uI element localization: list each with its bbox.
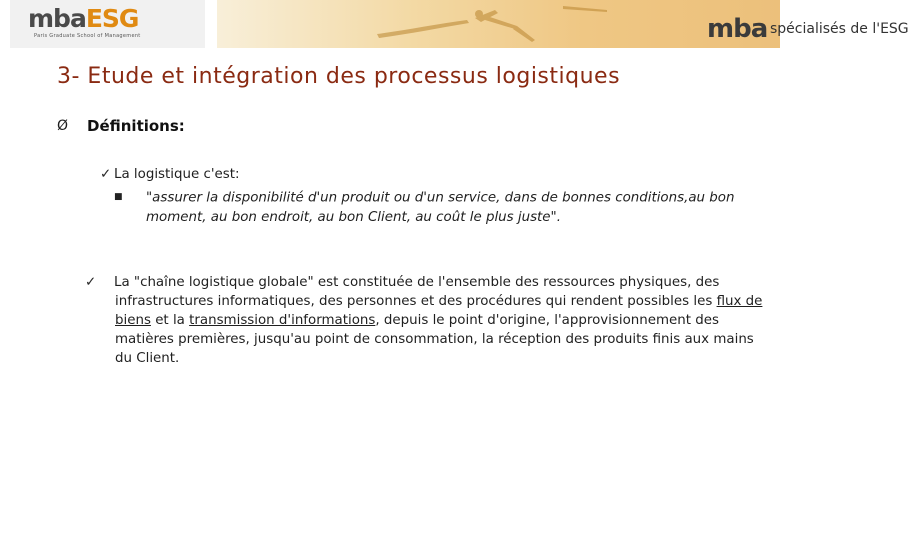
header [0, 0, 909, 48]
header-divider [205, 0, 217, 48]
definition-item-chaine [85, 273, 770, 368]
athlete-silhouette-icon [367, 0, 627, 48]
banner-tagline: spécialisés de l'ESG [770, 21, 909, 37]
logo-wordmark [28, 6, 138, 32]
definition-item-logistique [100, 165, 240, 184]
logo-esg: ESG [85, 4, 139, 33]
checkmark-icon: ✓ [100, 167, 112, 182]
arrow-bullet-icon: Ø [57, 118, 69, 134]
square-bullet-icon: ■ [114, 192, 123, 202]
item-text: La logistique c'est: [114, 167, 240, 182]
item-text-before: La "chaîne logistique globale" est constituée de l'ensemble des ressources physiques, des infrastructures informatiques, des personnes et des procédures qui rendent possibles les [114, 275, 720, 309]
underlined-term-transmission: transmission d'informations [189, 313, 376, 328]
page-title: 3- Etude et intégration des processus logistiques [57, 64, 621, 89]
underlined-term-flux: flux de biens [115, 294, 763, 328]
section-heading [57, 116, 185, 136]
definition-quote [114, 188, 740, 227]
logo-tagline: Paris Graduate School of Management [34, 33, 141, 39]
logo-mba: mba [28, 4, 86, 33]
header-banner [217, 0, 909, 48]
banner-brand: mba [707, 14, 768, 44]
section-label: Définitions: [87, 117, 185, 135]
quote-text: "assurer la disponibilité d'un produit ou d'un service, dans de bonnes conditions,au bon moment, au bon endroit, au bon Client, au coût le plus juste". [146, 190, 735, 225]
logo [10, 0, 205, 48]
checkmark-icon: ✓ [85, 275, 97, 290]
item-text-after: , depuis le point d'origine, l'approvisionnement des matières premières, jusqu'au point de consommation, la réception des produits finis aux mains du Client. [115, 313, 754, 366]
item-text-middle: et la [150, 313, 190, 328]
